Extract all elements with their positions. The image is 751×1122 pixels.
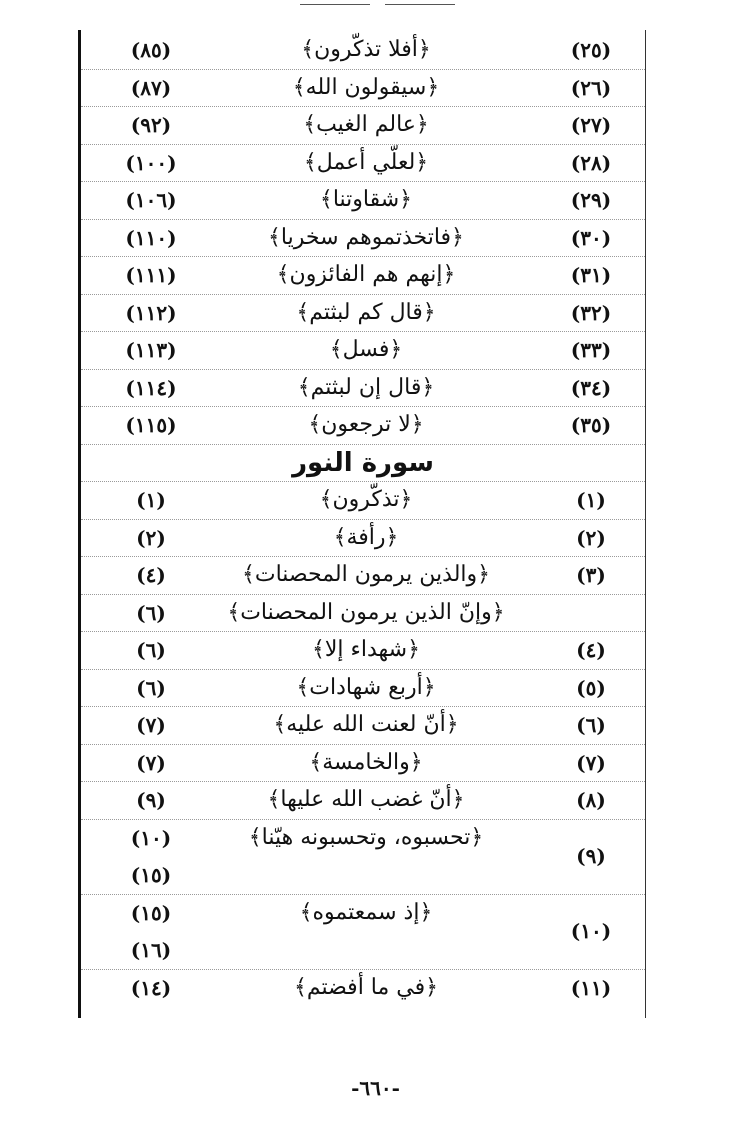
quran-word: ﴿لا ترجعون﴾ [308, 412, 424, 437]
reference-number: (١٥) [130, 900, 172, 925]
table-row [81, 32, 645, 70]
quran-word: ﴿تحسبوه، وتحسبونه هيّنا﴾ [248, 824, 484, 850]
quran-word: ﴿والذين يرمون المحصنات﴾ [241, 562, 491, 587]
verse-number: (٣٣) [570, 338, 612, 362]
quran-word: ﴿شقاوتنا﴾ [319, 187, 413, 212]
verse-number: (٣١) [570, 263, 612, 287]
table-row [81, 782, 645, 820]
reference-number: (٦) [136, 675, 166, 700]
reference-number: (١١٢) [125, 300, 177, 325]
verse-number: (١٠) [570, 919, 612, 944]
table-row [81, 407, 645, 445]
quran-word: ﴿في ما أفضتم﴾ [293, 974, 439, 1000]
index-table [78, 30, 646, 1018]
quran-word: ﴿قال إن لبثتم﴾ [297, 374, 435, 400]
table-row [81, 970, 645, 1008]
top-decorative-rules [0, 0, 751, 12]
quran-word: ﴿عالم الغيب﴾ [303, 112, 429, 137]
quran-word: ﴿شهداء إلا﴾ [311, 637, 420, 662]
verse-number: (١) [576, 488, 606, 512]
reference-number: (٢) [136, 525, 166, 550]
table-row [81, 182, 645, 220]
reference-number: (١٠٠) [125, 150, 177, 175]
reference-number: (٨٥) [130, 38, 172, 62]
reference-number: (١١٤) [125, 375, 177, 400]
reference-number: (١٤) [130, 975, 172, 1000]
verse-number: (٣٥) [570, 413, 612, 437]
reference-number: (١١٠) [125, 225, 177, 250]
verse-number: (٢) [576, 525, 606, 550]
quran-word: ﴿أفلا تذكّرون﴾ [301, 37, 431, 62]
table-row [81, 257, 645, 295]
table-row [81, 332, 645, 370]
verse-number: (٩) [576, 844, 606, 869]
page-number: -٦٦٠- [351, 1076, 400, 1100]
reference-number: (١١١) [125, 263, 177, 287]
verse-number: (٢٥) [570, 38, 612, 62]
reference-number: (٧) [136, 713, 166, 737]
reference-number: (٦) [136, 638, 166, 662]
table-row [81, 145, 645, 183]
table-row [81, 220, 645, 258]
quran-word: ﴿رأفة﴾ [333, 524, 399, 550]
quran-word: ﴿أنّ غضب الله عليها﴾ [267, 787, 465, 812]
verse-number: (٧) [576, 750, 606, 775]
reference-number: (١٥) [130, 863, 172, 887]
table-row [81, 557, 645, 595]
quran-word: ﴿أنّ لعنت الله عليه﴾ [273, 712, 459, 737]
quran-word: ﴿أربع شهادات﴾ [296, 674, 436, 700]
quran-word: ﴿سيقولون الله﴾ [292, 74, 440, 100]
reference-number: (١١٣) [125, 338, 177, 362]
verse-number: (٢٧) [570, 113, 612, 137]
top-rule-right [385, 4, 455, 5]
reference-number: (١٦) [130, 938, 172, 962]
reference-number: (٩٢) [130, 113, 172, 137]
table-row [81, 745, 645, 783]
reference-number: (٨٧) [130, 75, 172, 100]
verse-number: (٤) [576, 638, 606, 662]
quran-word: ﴿تذكّرون﴾ [319, 487, 413, 512]
quran-word: ﴿والخامسة﴾ [309, 749, 423, 775]
surah-title: سورة النور [292, 447, 434, 478]
reference-number: (١٠٦) [125, 188, 177, 212]
table-row [81, 70, 645, 108]
verse-number: (٦) [576, 713, 606, 737]
table-row [81, 107, 645, 145]
table-row [81, 820, 645, 895]
reference-number: (٧) [136, 750, 166, 775]
quran-word: ﴿فسل﴾ [329, 337, 403, 362]
reference-number: (٤) [136, 563, 166, 587]
quran-word: ﴿فاتخذتموهم سخريا﴾ [268, 224, 464, 250]
reference-number: (١١٥) [125, 413, 177, 437]
verse-number: (٥) [576, 675, 606, 700]
verse-number: (٣٠) [570, 225, 612, 250]
table-row [81, 670, 645, 708]
table-row [81, 520, 645, 558]
table-row [81, 632, 645, 670]
quran-word: ﴿إذ سمعتموه﴾ [299, 899, 433, 925]
table-row [81, 295, 645, 333]
table-row [81, 895, 645, 970]
reference-number: (١٠) [130, 825, 172, 850]
verse-number: (٢٩) [570, 188, 612, 212]
verse-number: (١١) [570, 975, 612, 1000]
verse-number: (٣٤) [570, 375, 612, 400]
quran-word: ﴿لعلّي أعمل﴾ [303, 149, 429, 175]
verse-number: (٢٨) [570, 150, 612, 175]
verse-number: (٣) [576, 563, 606, 587]
table-row [81, 370, 645, 408]
quran-word: ﴿قال كم لبثتم﴾ [296, 299, 436, 325]
reference-number: (٩) [136, 788, 166, 812]
verse-number: (٣٢) [570, 300, 612, 325]
top-rule-left [300, 4, 370, 5]
quran-word: ﴿وإنّ الذين يرمون المحصنات﴾ [227, 599, 505, 625]
table-row [81, 482, 645, 520]
table-row [81, 595, 645, 633]
reference-number: (١) [136, 488, 166, 512]
table-row [81, 707, 645, 745]
verse-number: (٨) [576, 788, 606, 812]
quran-word: ﴿إنهم هم الفائزون﴾ [276, 262, 456, 287]
verse-number: (٢٦) [570, 75, 612, 100]
verse-number [541, 595, 641, 631]
reference-number: (٦) [136, 600, 166, 625]
